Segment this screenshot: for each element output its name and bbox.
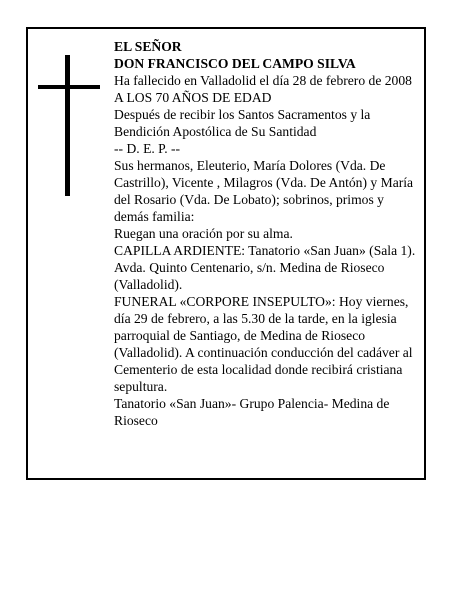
funeral-line: FUNERAL «CORPORE INSEPULTO»: Hoy viernes, día 29 de febrero, a las 5.30 de la tarde, en la iglesia parroquial de Santiago, de Medina de Rioseco (Valladolid). A continuación conducción del cadáver al Cementerio de esta localidad donde recibirá cristiana sepultura. <box>114 294 413 394</box>
death-line: Ha fallecido en Valladolid el día 28 de febrero de 2008 <box>114 73 412 88</box>
cross-vertical-bar <box>65 55 70 196</box>
sacraments-line: Después de recibir los Santos Sacramentos y la Bendición Apostólica de Su Santidad <box>114 107 371 139</box>
deceased-name: DON FRANCISCO DEL CAMPO SILVA <box>114 56 356 71</box>
chapel-line: CAPILLA ARDIENTE: Tanatorio «San Juan» (Sala 1). Avda. Quinto Centenario, s/n. Medina de Rioseco (Valladolid). <box>114 243 416 292</box>
prayer-line: Ruegan una oración por su alma. <box>114 226 293 241</box>
deceased-title: EL SEÑOR <box>114 39 182 54</box>
family-line: Sus hermanos, Eleuterio, María Dolores (Vda. De Castrillo), Vicente , Milagros (Vda. De Antón) y María del Rosario (Vda. De Lobato); sobrinos, primos y demás familia: <box>114 158 414 224</box>
cross-horizontal-bar <box>38 85 100 89</box>
obituary-text <box>114 38 420 429</box>
age-line: A LOS 70 AÑOS DE EDAD <box>114 90 272 105</box>
funeral-home-line: Tanatorio «San Juan»- Grupo Palencia- Medina de Rioseco <box>114 396 390 428</box>
dep-line: -- D. E. P. -- <box>114 141 181 156</box>
